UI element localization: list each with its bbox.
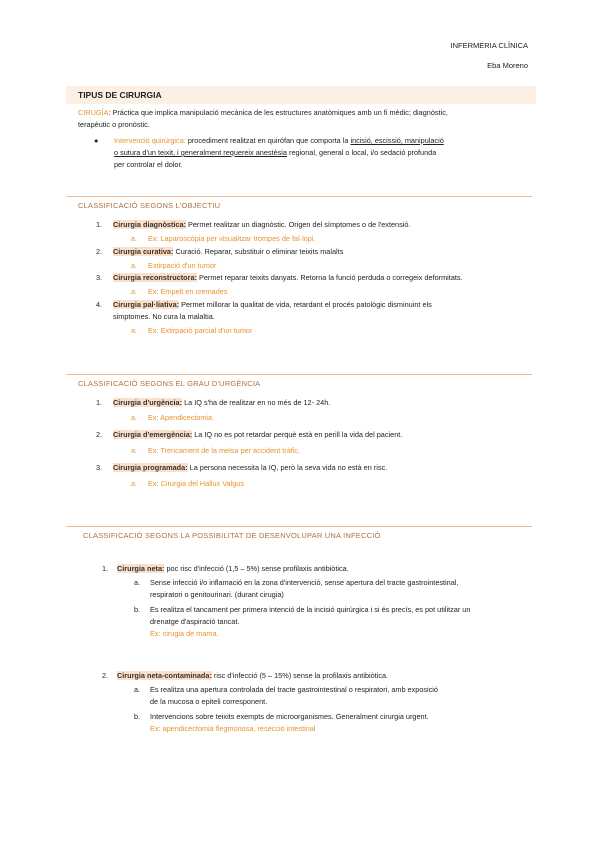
example-text: Ex: Laparoscòpia per visualitzar trompes de fal·lopi. — [148, 234, 316, 243]
header-course: INFERMERIA CLÍNICA — [450, 41, 528, 50]
bullet-dot: ● — [94, 136, 99, 145]
list-item: Cirurgia curativa: Curació. Reparar, substituir o eliminar teixits malalts — [113, 247, 344, 256]
sub-letter: a. — [131, 446, 138, 455]
sub-item: Sense infecció i/o inflamació en la zona d'intervenció, sense apertura del tracte gastrointestinal, respiratori o genitourinari. (durant cirugia) — [150, 578, 459, 599]
sub-letter: a. — [134, 685, 141, 694]
list-item: Cirurgia neta-contaminada: risc d'infecció (5 – 15%) sense la profilaxis antibiòtica. — [117, 671, 389, 680]
list-number: 4. — [96, 300, 103, 309]
example-text: Extirpació d'un tumor — [148, 261, 217, 270]
sub-letter: a. — [131, 287, 138, 296]
section-heading-urgency: CLASSIFICACIÓ SEGONS EL GRAU D'URGÈNCIA — [78, 379, 261, 388]
section-divider — [66, 526, 532, 527]
example-text: Ex: Apendicectomia. — [148, 413, 215, 422]
example-text: Ex: apendicectomia flegmonosa, resecció intestinal — [150, 724, 316, 733]
intro-bullet: Intervenció quirúrgica: procediment realitzat en quirófan que comporta la incisió, escissió, manipulació o sutura d'un teixit, i generalment requereix anestèsia regional, general o local, i/o sedació profunda per controlar el dolor. — [114, 136, 444, 169]
list-number: 2. — [96, 247, 103, 256]
intro-definition: CIRUGÍA: Práctica que implica manipulació mecànica de les estructures anatòmiques amb un fi mèdic; diagnòstic, terapèutic o pronòstic. — [78, 108, 448, 129]
sub-letter: b. — [134, 605, 141, 614]
example-text: Ex: cirugia de mama. — [150, 629, 219, 638]
list-item: Cirurgia reconstructora: Permet reparar teixits danyats. Retorna la funció perduda o corregeix deformitats. — [113, 273, 463, 282]
title-band — [66, 86, 536, 104]
list-item: Cirurgia d'emergència: La IQ no es pot retardar perquè està en perill la vida del pacient. — [113, 430, 403, 439]
section-heading-infection: CLASSIFICACIÓ SEGONS LA POSSIBILITAT DE DESENVOLUPAR UNA INFECCIÓ — [83, 531, 381, 540]
sub-letter: a. — [131, 261, 138, 270]
list-number: 3. — [96, 463, 103, 472]
sub-letter: a. — [131, 479, 138, 488]
sub-letter: a. — [131, 234, 138, 243]
list-number: 1. — [96, 398, 103, 407]
list-number: 1. — [102, 564, 109, 573]
page-title: TIPUS DE CIRURGIA — [78, 90, 162, 100]
list-item: Cirurgia d'urgència: La IQ s'ha de realitzar en no més de 12- 24h. — [113, 398, 331, 407]
example-text: Ex: Extirpació parcial d'un tumor — [148, 326, 253, 335]
intro-term: CIRUGÍA — [78, 108, 109, 117]
list-item: Cirurgia programada: La persona necessita la IQ, però la seva vida no està en risc. — [113, 463, 388, 472]
sub-letter: b. — [134, 712, 141, 721]
sub-letter: a. — [131, 413, 138, 422]
list-item: Cirurgia neta: poc risc d'infecció (1,5 – 5%) sense profilaxis antibiòtica. — [117, 564, 349, 573]
list-item: Cirurgia pal·liativa: Permet millorar la qualitat de vida, retardant el procés patològic disminuint els simptomes. No cura la malaltia. — [113, 300, 432, 321]
section-heading-objective: CLASSIFICACIÓ SEGONS L'OBJECTIU — [78, 201, 221, 210]
example-text: Ex: Empelt en cremades — [148, 287, 228, 296]
sub-item: Intervencions sobre teixits exempts de microorganismes. Generalment cirurgia urgent. — [150, 712, 429, 721]
sub-letter: a. — [134, 578, 141, 587]
sub-letter: a. — [131, 326, 138, 335]
sub-item: Es realitza una apertura controlada del tracte gastrointestinal o respiratori, amb exposició de la mucosa o epiteli corresponent. — [150, 685, 438, 706]
example-text: Ex: Cirurgia del Hallux Valgus — [148, 479, 244, 488]
section-divider — [66, 374, 532, 375]
header-author: Eba Moreno — [487, 61, 528, 70]
list-number: 1. — [96, 220, 103, 229]
list-number: 2. — [96, 430, 103, 439]
example-text: Ex: Trencament de la melsa per accident tràfic. — [148, 446, 301, 455]
section-divider — [66, 196, 532, 197]
list-item: Cirurgia diagnòstica: Permet realitzar un diagnòstic. Origen del símptomes o de l'extensió. — [113, 220, 411, 229]
sub-item: Es realitza el tancament per primera intenció de la incisió quirúrgica i si és precís, es pot utilitzar un drenatge d'aspiració tancat. — [150, 605, 471, 626]
list-number: 2. — [102, 671, 109, 680]
list-number: 3. — [96, 273, 103, 282]
